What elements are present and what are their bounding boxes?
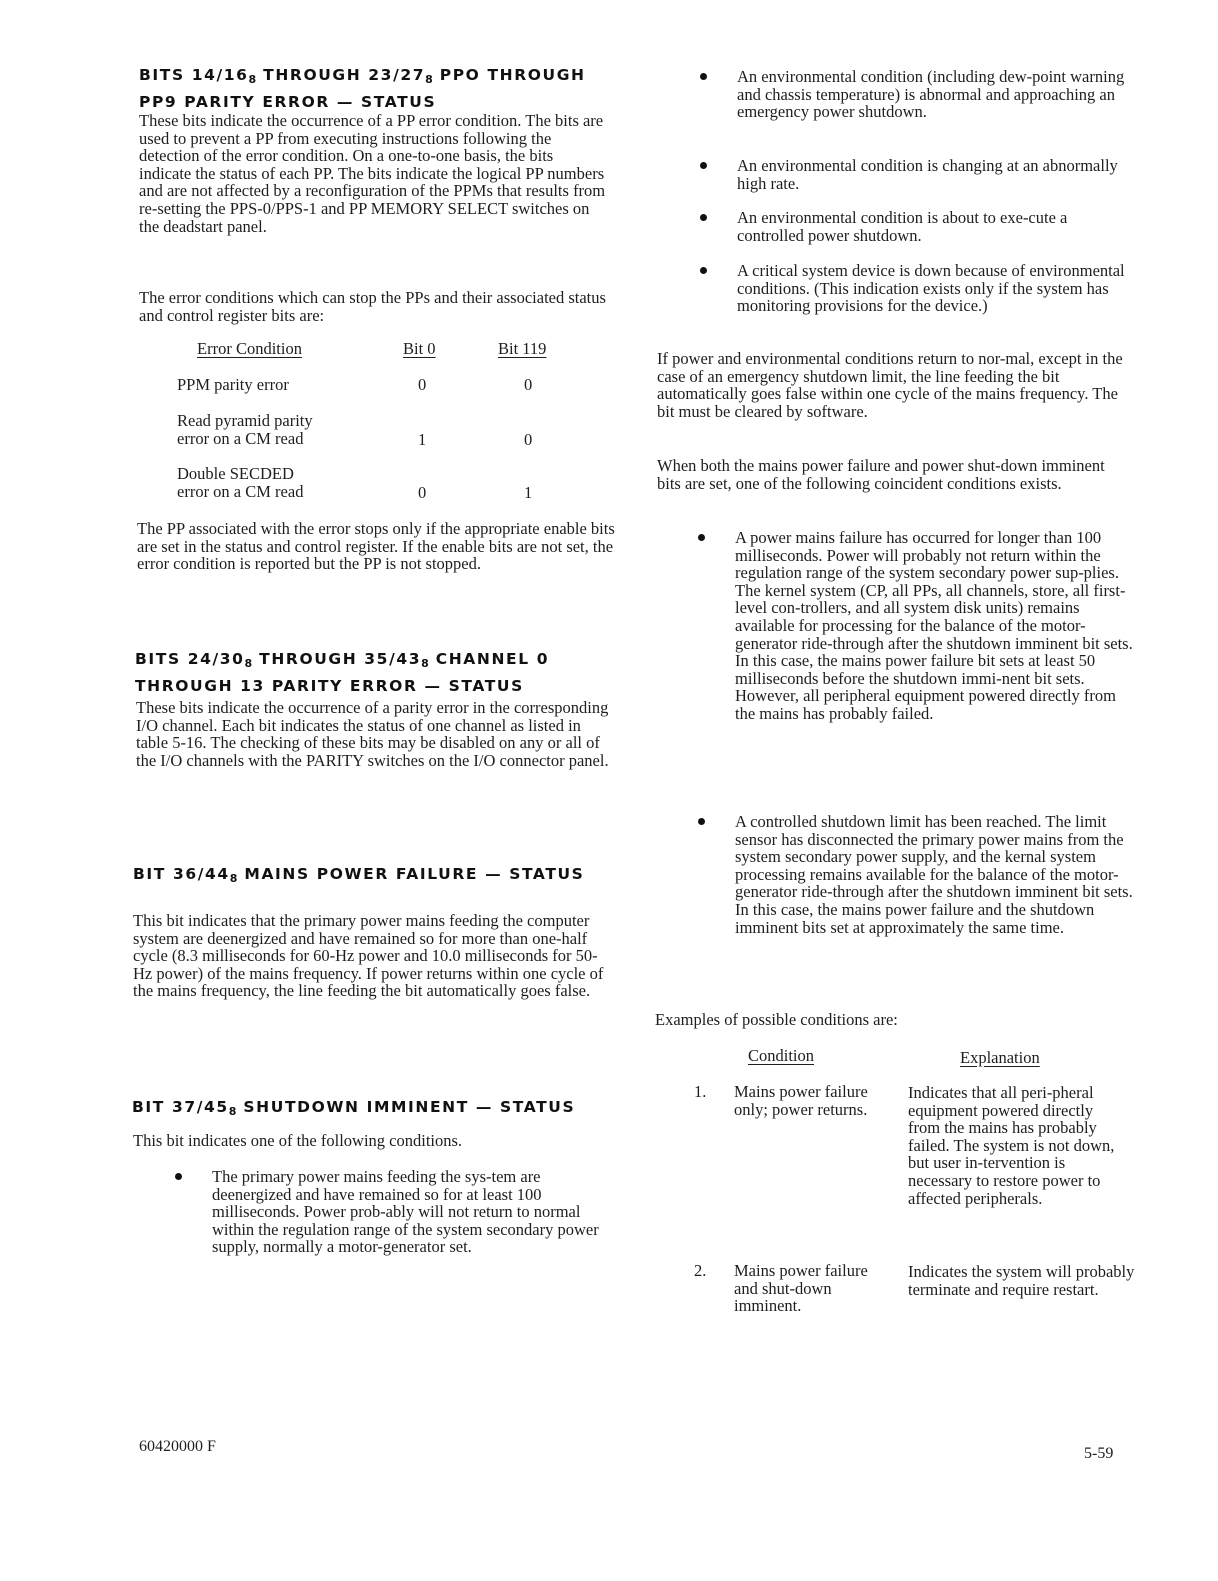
section-heading-channel-parity-error (135, 648, 615, 697)
table-cell-bit119: 1 (524, 483, 533, 502)
paragraph-pp-stop-note: The PP associated with the error stops only if the appropriate enable bits are set in the status and control register. If the enable bits are not set, the error condition is reported but the PP is not stopped. (137, 519, 615, 574)
table-row: PPM parity error (177, 375, 289, 394)
table-row-number: 2. (694, 1261, 707, 1280)
paragraph-channel-parity-description: These bits indicate the occurrence of a parity error in the corresponding I/O channel. Each bit indicates the status of one channel as listed in table 5-16. The checking of these bits may be disabled on any or all of the I/O channels with the PARITY switches on the I/O connector panel. (136, 698, 609, 770)
paragraph-shutdown-imminent-intro: This bit indicates one of the following conditions. (133, 1131, 463, 1150)
paragraph-mains-power-failure: This bit indicates that the primary power mains feeding the computer system are deenergized and have remained so for more than one-half cycle (8.3 milliseconds for 60-Hz power and 10.0 milliseconds for 50-Hz power) of the mains frequency. If power returns within one cycle of the mains frequency, the line feeding the bit automatically goes false. (133, 911, 604, 1001)
section-heading-mains-power-failure: BIT $36/44_8$ MAINS POWER FAILURE — STATUS (133, 865, 585, 885)
list-item: A critical system device is down because of environmental conditions. (This indication exists only if the system has monitoring provisions for the device.) (700, 262, 1140, 342)
heading-line-2: THROUGH 13 PARITY ERROR — STATUS (135, 677, 524, 695)
bullet-icon (698, 818, 705, 825)
heading-line-1: BITS $24/30_8$ THROUGH $35/43_8$ CHANNEL 0 (135, 650, 550, 670)
section-heading-shutdown-imminent: BIT $37/45_8$ SHUTDOWN IMMINENT — STATUS (132, 1098, 576, 1118)
table-cell-explanation: Indicates that all peri-pheral equipment powered directly from the mains has probably failed. The system is not down, but user in-tervention is necessary to restore power to affected peripherals. (908, 1083, 1115, 1208)
list-item: An environmental condition is changing at an abnormally high rate. (700, 157, 1130, 197)
table-row-number: 1. (694, 1082, 707, 1101)
list-item: An environmental condition is about to exe-cute a controlled power shutdown. (700, 209, 1130, 249)
bullet-icon (700, 162, 707, 169)
document-number: 60420000 F (139, 1438, 216, 1455)
paragraph-pp-error-description: These bits indicate the occurrence of a PP error condition. The bits are used to prevent a PP from executing instructions following the detection of the error condition. On a one-to-one basis, the bits indicate the status of each PP. The bits indicate the logical PP numbers and are not affected by a reconfiguration of the PPMs that results from re-setting the PPS-0/PPS-1 and PP MEMORY SELECT switches on the deadstart panel. (139, 111, 606, 236)
table-cell-bit0: 1 (418, 430, 427, 449)
list-item: A controlled shutdown limit has been reached. The limit sensor has disconnected the primary power mains from the system secondary power supply, and the kernal system processing remains available for the balance of the motor-generator ride-through after the shutdown imminent bit sets. In this case, the mains power failure and the shutdown imminent bits set at approximately the same time. (698, 813, 1138, 1003)
table-header-bit-119: Bit 119 (498, 339, 547, 358)
paragraph-error-conditions-intro: The error conditions which can stop the PPs and their associated status and control register bits are: (139, 288, 606, 325)
bullet-icon (175, 1173, 182, 1180)
table-cell-condition: Mains power failure only; power returns. (734, 1082, 868, 1119)
table-header-bit-0: Bit 0 (403, 339, 436, 358)
paragraph-return-to-normal: If power and environmental conditions return to nor-mal, except in the case of an emergency shutdown limit, the line feeding the bit automatically goes false within one cycle of the mains frequency. The bit must be cleared by software. (657, 349, 1123, 421)
table-cell-condition: Mains power failure and shut-down imminent. (734, 1261, 868, 1316)
bullet-icon (700, 267, 707, 274)
heading-line-1: BITS $14/16_8$ THROUGH $23/27_8$ PPO THROUGH (139, 66, 586, 86)
table-row: Read pyramid parity error on a CM read (177, 411, 313, 448)
paragraph-examples-intro: Examples of possible conditions are: (655, 1010, 898, 1029)
table-cell-bit119: 0 (524, 375, 533, 394)
table-cell-bit119: 0 (524, 430, 533, 449)
paragraph-coincident-conditions-intro: When both the mains power failure and power shut-down imminent bits are set, one of the following coincident conditions exists. (657, 456, 1105, 493)
table-cell-explanation: Indicates the system will probably terminate and require restart. (908, 1262, 1135, 1299)
bullet-icon (700, 73, 707, 80)
list-item: An environmental condition (including dew-point warning and chassis temperature) is abnormal and approaching an emergency power shutdown. (700, 68, 1130, 148)
table-cell-bit0: 0 (418, 375, 427, 394)
table-header-explanation: Explanation (960, 1048, 1040, 1067)
table-header-error-condition: Error Condition (197, 339, 302, 358)
page-number: 5-59 (1084, 1445, 1114, 1462)
heading-line-2: PP9 PARITY ERROR — STATUS (139, 93, 437, 111)
table-header-condition: Condition (748, 1046, 815, 1065)
bullet-icon (700, 214, 707, 221)
bullet-icon (698, 534, 705, 541)
list-item: The primary power mains feeding the sys-tem are deenergized and have remained so for at least 100 milliseconds. Power prob-ably will not return to normal within the regulation range of the system secondary power supply, normally a motor-generator set. (175, 1168, 615, 1298)
list-item: A power mains failure has occurred for longer than 100 milliseconds. Power will probably not return within the regulation range of the system secondary power sup-plies. The kernel system (CP, all PPs, all channels, store, all first-level con-trollers, and all system disk units) remains available for processing for the balance of the motor-generator ride-through after the shutdown imminent bit sets. In this case, the mains power failure bit sets at least 50 milliseconds before the shutdown immi-nent bit sets. However, all peripheral equipment powered directly from the mains has probably failed. (698, 529, 1138, 804)
table-cell-bit0: 0 (418, 483, 427, 502)
section-heading-pp-parity-error (139, 64, 619, 113)
table-row: Double SECDED error on a CM read (177, 464, 304, 501)
